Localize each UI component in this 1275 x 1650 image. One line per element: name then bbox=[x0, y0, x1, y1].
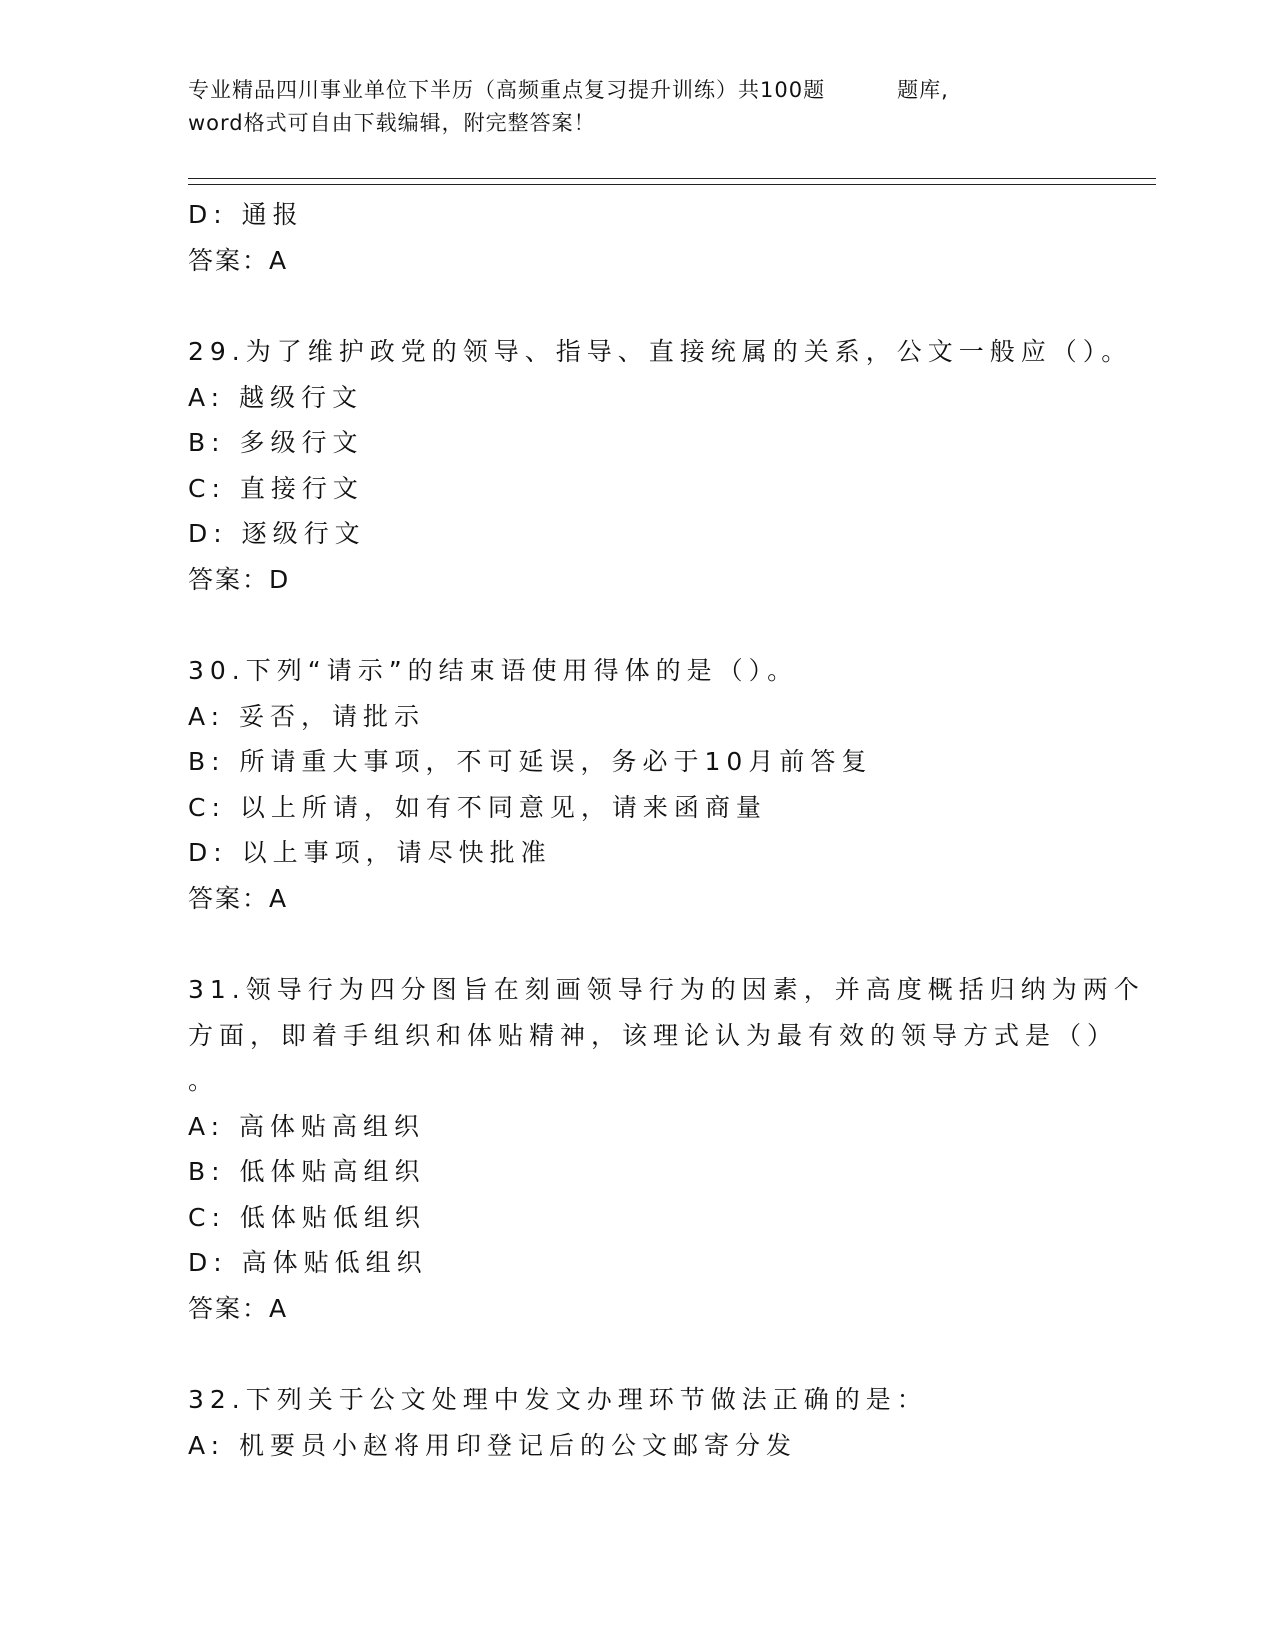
question-29 bbox=[188, 329, 1133, 602]
question-stem-line-1: 31.领导行为四分图旨在刻画领导行为的因素，并高度概括归纳为两个 bbox=[188, 975, 1145, 1004]
option-c: C: 直接行文 bbox=[188, 473, 364, 503]
answer: 答案：D bbox=[188, 564, 291, 594]
option-d: D: 逐级行文 bbox=[188, 519, 366, 548]
question-30 bbox=[188, 648, 1088, 921]
option-c: C: 以上所请，如有不同意见，请来函商量 bbox=[188, 792, 767, 822]
document-body bbox=[188, 192, 1145, 1468]
option-a: A: 妥否，请批示 bbox=[188, 701, 426, 731]
question-stem: 30.下列“请示”的结束语使用得体的是（）。 bbox=[188, 656, 799, 685]
option-d: D: 通报 bbox=[188, 200, 304, 229]
question-stem-line-2: 方面，即着手组织和体贴精神，该理论认为最有效的领导方式是（） bbox=[188, 1020, 1119, 1050]
question-stem-line-3: 。 bbox=[188, 1066, 220, 1095]
option-b: B: 所请重大事项，不可延误，务必于10月前答复 bbox=[188, 747, 873, 776]
question-stem: 29.为了维护政党的领导、指导、直接统属的关系，公文一般应（）。 bbox=[188, 337, 1133, 366]
header-divider-bottom bbox=[188, 184, 1156, 185]
question-32 bbox=[188, 1377, 1088, 1468]
question-fragment bbox=[188, 192, 1088, 283]
option-d: D: 以上事项，请尽快批准 bbox=[188, 838, 552, 867]
option-c: C: 低体贴低组织 bbox=[188, 1202, 426, 1232]
answer: 答案：A bbox=[188, 1293, 289, 1323]
option-d: D: 高体贴低组织 bbox=[188, 1248, 428, 1277]
header-line-2: word格式可自由下载编辑，附完整答案！ bbox=[188, 111, 596, 135]
question-stem: 32.下列关于公文处理中发文办理环节做法正确的是： bbox=[188, 1385, 928, 1414]
option-b: B: 多级行文 bbox=[188, 428, 364, 457]
option-a: A: 越级行文 bbox=[188, 382, 364, 412]
header-line-1 bbox=[188, 74, 1078, 107]
question-31 bbox=[188, 967, 1145, 1331]
header-divider-top bbox=[188, 178, 1156, 179]
header-title-suffix: 题库, bbox=[897, 78, 949, 102]
answer: 答案：A bbox=[188, 883, 289, 913]
option-a: A: 高体贴高组织 bbox=[188, 1111, 426, 1141]
answer: 答案：A bbox=[188, 245, 289, 275]
option-b: B: 低体贴高组织 bbox=[188, 1157, 426, 1186]
header-title: 专业精品四川事业单位下半历（高频重点复习提升训练）共100题 bbox=[188, 78, 826, 102]
option-a: A: 机要员小赵将用印登记后的公文邮寄分发 bbox=[188, 1430, 798, 1460]
page-header bbox=[188, 74, 1078, 140]
